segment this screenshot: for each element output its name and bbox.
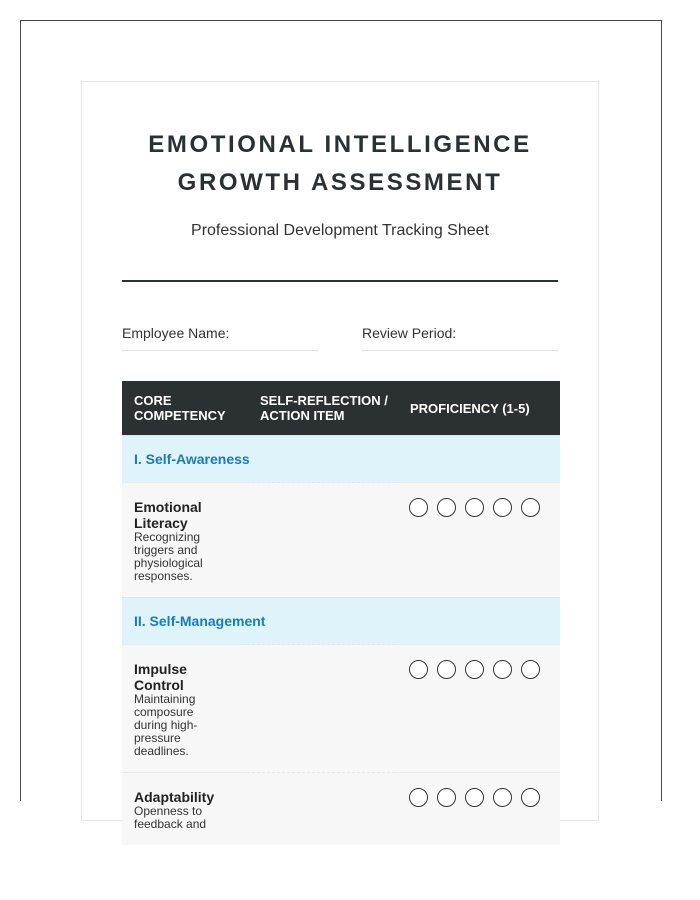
competency-description: Maintaining composure during high-pressure deadlines. — [134, 692, 198, 758]
table-row — [122, 645, 560, 773]
page-frame — [20, 20, 662, 831]
rating-circle-2[interactable] — [437, 788, 456, 807]
rating-circle-4[interactable] — [493, 660, 512, 679]
proficiency-rating — [407, 660, 548, 679]
info-fields — [122, 325, 558, 351]
rating-circle-5[interactable] — [521, 498, 540, 517]
proficiency-rating — [407, 788, 548, 807]
rating-circle-3[interactable] — [465, 788, 484, 807]
review-period-label: Review Period: — [362, 325, 457, 341]
table-header-row — [122, 381, 560, 436]
rating-circle-3[interactable] — [465, 498, 484, 517]
competency-description: Openness to feedback and — [134, 804, 207, 831]
title-divider — [122, 280, 558, 282]
section-row-self-management — [122, 598, 560, 645]
employee-name-label: Employee Name: — [122, 325, 230, 341]
header-proficiency: PROFICIENCY (1-5) — [395, 381, 560, 436]
competency-description: Recognizing triggers and physiological responses. — [134, 530, 203, 583]
title-line-2: GROWTH ASSESSMENT — [177, 169, 503, 196]
table-row — [122, 483, 560, 598]
header-self-reflection: SELF-REFLECTION / ACTION ITEM — [247, 381, 395, 436]
section-title: I. Self-Awareness — [122, 436, 560, 483]
rating-circle-2[interactable] — [437, 498, 456, 517]
page-subtitle: Professional Development Tracking Sheet — [191, 222, 489, 239]
rating-circle-4[interactable] — [493, 788, 512, 807]
review-period-field[interactable] — [362, 325, 558, 351]
page-title — [82, 126, 598, 202]
proficiency-rating — [407, 498, 548, 517]
competency-name: Impulse Control — [134, 661, 187, 693]
table-row — [122, 773, 560, 846]
proficiency-cell — [395, 773, 560, 846]
competency-table — [122, 381, 560, 845]
section-title: II. Self-Management — [122, 598, 560, 645]
rating-circle-3[interactable] — [465, 660, 484, 679]
competency-name: Adaptability — [134, 789, 215, 805]
proficiency-cell — [395, 645, 560, 773]
rating-circle-1[interactable] — [409, 788, 428, 807]
competency-cell — [122, 645, 247, 773]
rating-circle-5[interactable] — [521, 788, 540, 807]
title-line-1: EMOTIONAL INTELLIGENCE — [148, 131, 532, 158]
section-row-self-awareness — [122, 436, 560, 483]
assessment-sheet — [81, 81, 599, 831]
reflection-notes-cell[interactable] — [247, 645, 395, 773]
competency-cell — [122, 773, 247, 846]
employee-name-field[interactable] — [122, 325, 318, 351]
reflection-notes-cell[interactable] — [247, 773, 395, 846]
rating-circle-1[interactable] — [409, 660, 428, 679]
rating-circle-4[interactable] — [493, 498, 512, 517]
reflection-notes-cell[interactable] — [247, 483, 395, 598]
rating-circle-5[interactable] — [521, 660, 540, 679]
rating-circle-1[interactable] — [409, 498, 428, 517]
rating-circle-2[interactable] — [437, 660, 456, 679]
header-core-competency: CORE COMPETENCY — [122, 381, 247, 436]
competency-name: Emotional Literacy — [134, 499, 202, 531]
competency-cell — [122, 483, 247, 598]
proficiency-cell — [395, 483, 560, 598]
